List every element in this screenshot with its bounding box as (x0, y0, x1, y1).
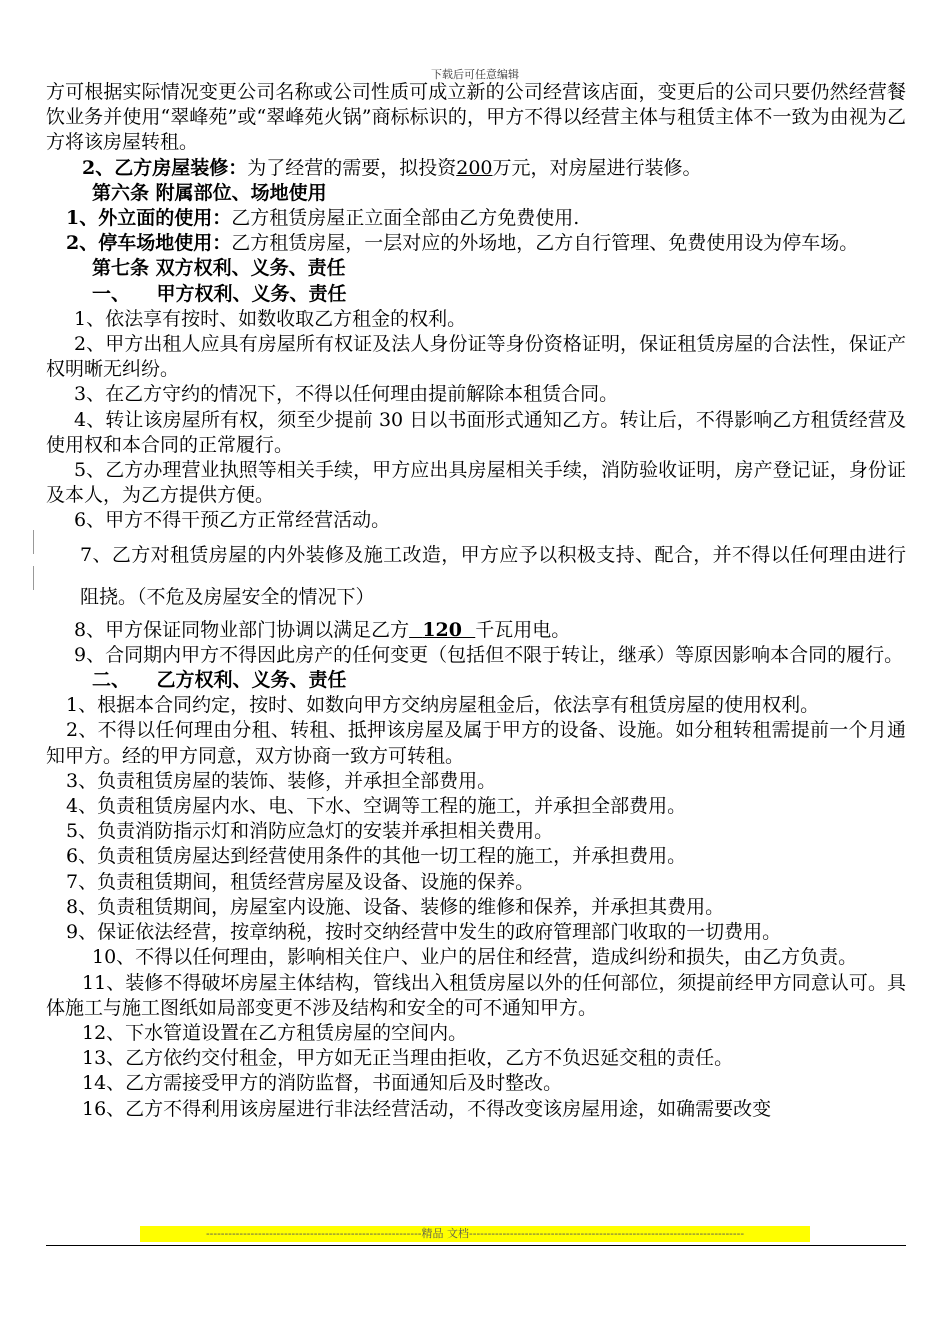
clause-text: 乙方租赁房屋正立面全部由乙方免费使用. (231, 207, 580, 230)
section-title: 一、 甲方权利、义务、责任 (92, 282, 347, 305)
power-value: 120 (422, 618, 462, 641)
paragraph: 2、甲方出租人应具有房屋所有权证及法人身份证等身份资格证明，保证租赁房屋的合法性，保证产权明晰无纠纷。 (46, 333, 906, 381)
paragraph (46, 618, 906, 643)
clause-text: 乙方租赁房屋，一层对应的外场地，乙方自行管理、免费使用设为停车场。 (231, 232, 859, 255)
article-title: 第七条 双方权利、义务、责任 (92, 257, 346, 280)
document-body (46, 80, 906, 1122)
clause-label: 2、乙方房屋装修： (82, 156, 248, 179)
investment-amount: 200 (456, 156, 493, 179)
article-title: 第六条 附属部位、场地使用 (92, 181, 327, 204)
clause-text: 万元，对房屋进行装修。 (492, 156, 702, 179)
paragraph: 5、乙方办理营业执照等相关手续，甲方应出具房屋相关手续，消防验收证明，房产登记证，身份证及本人，为乙方提供方便。 (46, 459, 906, 507)
paragraph: 16、乙方不得利用该房屋进行非法经营活动，不得改变该房屋用途，如确需要改变 (82, 1097, 772, 1120)
paragraph (46, 231, 906, 256)
paragraph: 7、乙方对租赁房屋的内外装修及施工改造，甲方应予以积极支持、配合，并不得以任何理由进行阻挠。（不危及房屋安全的情况下） (80, 543, 906, 608)
paragraph (46, 156, 906, 181)
margin-mark (33, 566, 34, 590)
paragraph: 14、乙方需接受甲方的消防监督，书面通知后及时整改。 (82, 1072, 563, 1095)
paragraph: 3、在乙方守约的情况下，不得以任何理由提前解除本租赁合同。 (74, 383, 619, 406)
paragraph: 7、负责租赁期间，租赁经营房屋及设备、设施的保养。 (66, 870, 535, 893)
paragraph: 11、装修不得破坏房屋主体结构，管线出入租赁房屋以外的任何部位，须提前经甲方同意认可。具体施工与施工图纸如局部变更不涉及结构和安全的可不通知甲方。 (46, 971, 906, 1019)
paragraph: 2、不得以任何理由分租、转租、抵押该房屋及属于甲方的设备、设施。如分租转租需提前一个月通知甲方。经的甲方同意，双方协商一致方可转租。 (46, 719, 906, 767)
paragraph (46, 206, 906, 231)
paragraph: 8、负责租赁期间，房屋室内设施、设备、装修的维修和保养，并承担其费用。 (66, 895, 725, 918)
paragraph: 6、负责租赁房屋达到经营使用条件的其他一切工程的施工，并承担费用。 (66, 845, 687, 868)
paragraph: 1、根据本合同约定，按时、如数向甲方交纳房屋租金后，依法享有租赁房屋的使用权利。 (66, 694, 820, 717)
paragraph: 13、乙方依约交付租金，甲方如无正当理由拒收，乙方不负迟延交租的责任。 (82, 1047, 734, 1070)
paragraph: 10、不得以任何理由，影响相关住户、业户的居住和经营，造成纠纷和损失，由乙方负责。 (92, 946, 858, 969)
paragraph: 9、合同期内甲方不得因此房产的任何变更（包括但不限于转让，继承）等原因影响本合同的履行。 (74, 643, 904, 666)
paragraph: 9、保证依法经营，按章纳税，按时交纳经营中发生的政府管理部门收取的一切费用。 (66, 921, 782, 944)
power-amount (409, 619, 475, 641)
paragraph: 4、转让该房屋所有权，须至少提前 30 日以书面形式通知乙方。转让后，不得影响乙方租赁经营及使用权和本合同的正常履行。 (46, 408, 906, 456)
paragraph: 6、甲方不得干预乙方正常经营活动。 (74, 509, 391, 532)
clause-label: 2、停车场地使用： (66, 232, 232, 255)
paragraph: 方可根据实际情况变更公司名称或公司性质可成立新的公司经营该店面，变更后的公司只要仍然经营餐饮业务并使用“翠峰苑”或“翠峰苑火锅”商标标识的，甲方不得以经营主体与租赁主体不一致为由视为乙方将该房屋转租。 (46, 81, 906, 154)
paragraph: 1、依法享有按时、如数收取乙方租金的权利。 (74, 307, 467, 330)
paragraph: 4、负责租赁房屋内水、电、下水、空调等工程的施工，并承担全部费用。 (66, 795, 687, 818)
section-title: 二、 乙方权利、义务、责任 (92, 669, 347, 692)
clause-text: 为了经营的需要，拟投资 (247, 156, 457, 179)
paragraph: 3、负责租赁房屋的装饰、装修，并承担全部费用。 (66, 769, 497, 792)
footer-rule (46, 1245, 906, 1246)
footer-banner: ----------------------------------------------------------精品 文档-------------------------------------------------------------------------- (140, 1226, 810, 1242)
margin-mark (33, 530, 34, 554)
paragraph: 5、负责消防指示灯和消防应急灯的安装并承担相关费用。 (66, 820, 554, 843)
clause-label: 1、外立面的使用： (66, 207, 232, 230)
paragraph: 12、下水管道设置在乙方租赁房屋的空间内。 (82, 1021, 468, 1044)
header-note: 下载后可任意编辑 (431, 68, 519, 81)
clause-text: 千瓦用电。 (475, 618, 571, 641)
clause-text: 8、甲方保证同物业部门协调以满足乙方 (74, 618, 410, 641)
